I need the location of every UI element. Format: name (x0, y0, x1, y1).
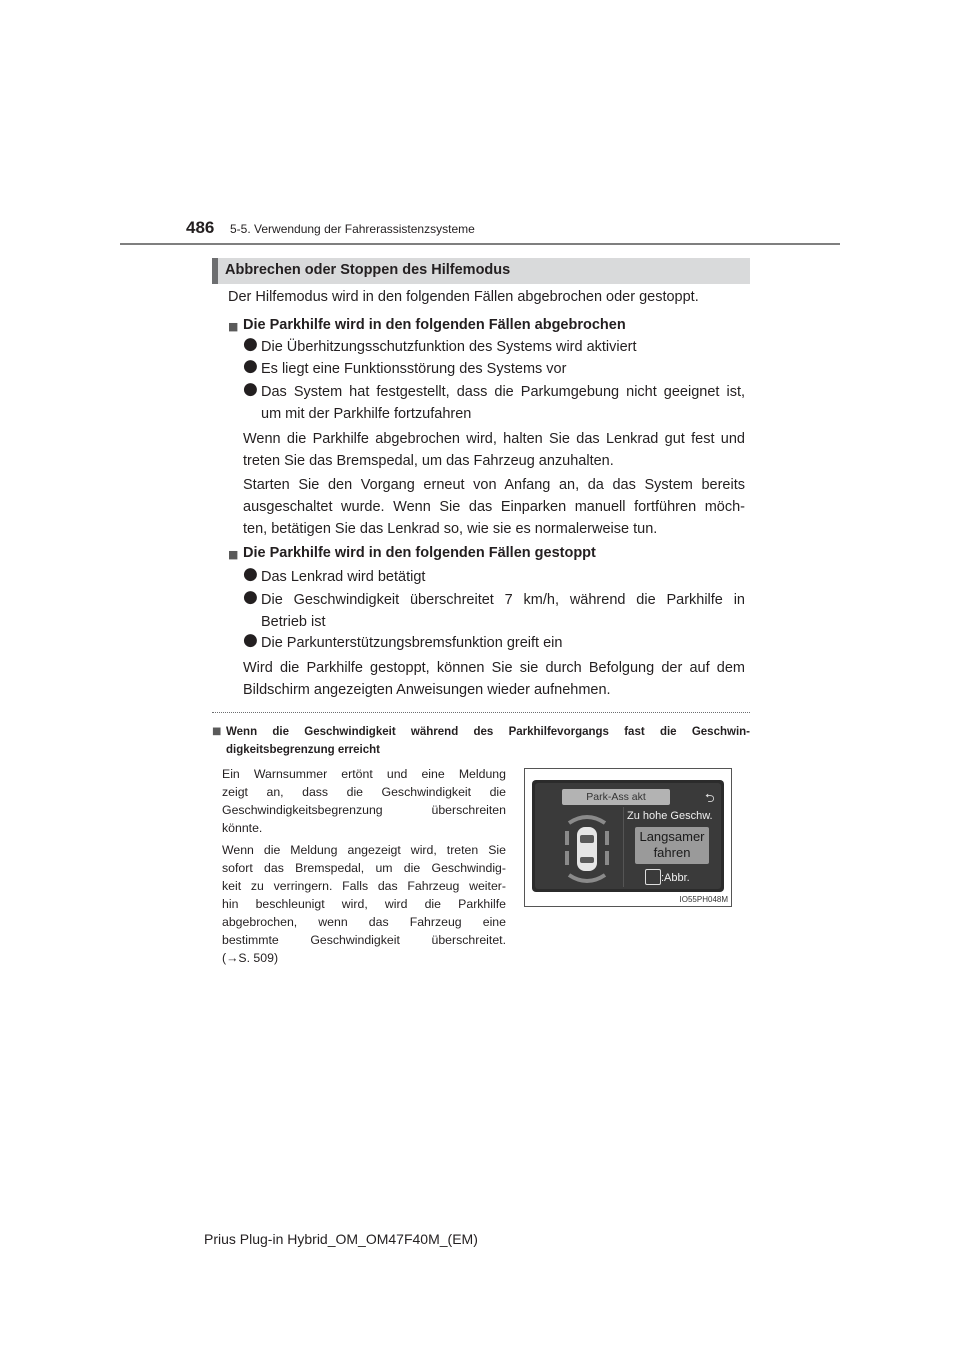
block1-paragraph2-line2: ausgeschaltet wurde. Wenn Sie das Einparken manuell fortführen möch- (243, 499, 745, 515)
chapter-title: 5-5. Verwendung der Fahrerassistenzsysteme (230, 222, 475, 236)
block2-item: Die Parkunterstützungsbremsfunktion greift ein (261, 635, 563, 651)
section-heading-title: Abbrechen oder Stoppen des Hilfemodus (225, 262, 511, 278)
note-paragraph2 (222, 841, 506, 967)
parking-switch-icon (645, 869, 661, 885)
block1-paragraph1: Wenn die Parkhilfe abgebrochen wird, halten Sie das Lenkrad gut fest und (243, 431, 745, 447)
note-line: hin beschleunigt wird, wird die Parkhilfe (222, 897, 506, 911)
block1-item: Das System hat festgestellt, dass die Parkumgebung nicht geeignet ist, (261, 384, 745, 400)
note-line: könnte. (222, 821, 263, 835)
block1-heading: Die Parkhilfe wird in den folgenden Fällen abgebrochen (243, 317, 626, 333)
square-bullet-icon: ■ (212, 726, 222, 737)
page-number: 486 (186, 218, 215, 237)
note-line: keit zu verringern. Falls das Fahrzeug weiter- (222, 879, 506, 893)
note-paragraph1 (222, 765, 506, 837)
screen-title: Park-Ass akt (562, 789, 670, 805)
block1-paragraph1-line2: treten Sie das Bremspedal, um das Fahrzeug anzuhalten. (243, 453, 614, 469)
display-screen (532, 780, 724, 892)
header-divider (120, 243, 840, 245)
note-heading-line2: digkeitsbegrenzung erreicht (226, 744, 381, 756)
round-bullet-icon: ● (243, 379, 258, 399)
round-bullet-icon: ● (243, 630, 258, 650)
back-arrow-icon: ⮌ (705, 791, 715, 805)
block2-heading: Die Parkhilfe wird in den folgenden Fällen gestoppt (243, 545, 596, 561)
display-figure (524, 768, 732, 907)
display-screen-inner (535, 783, 721, 889)
warning-text: Zu hohe Geschw. (627, 810, 713, 822)
round-bullet-icon: ● (243, 564, 258, 584)
slow-down-line1: Langsamer (639, 829, 705, 844)
square-bullet-icon: ■ (228, 320, 239, 333)
note-line: (→S. 509) (222, 951, 279, 965)
block1-item: Die Überhitzungsschutzfunktion des Systems wird aktiviert (261, 339, 637, 355)
slow-down-line2: fahren (653, 845, 691, 860)
block1-paragraph2-line3: ten, betätigen Sie das Lenkrad so, wie sie es normalerweise tun. (243, 521, 658, 537)
screen-divider (623, 807, 624, 887)
block2-paragraph-line2: Bildschirm angezeigten Anweisungen wieder aufnehmen. (243, 682, 611, 698)
note-line: zeigt an, dass die Geschwindigkeit die (222, 785, 506, 799)
block1-item: Es liegt eine Funktionsstörung des Systems vor (261, 361, 567, 377)
cancel-label: :Abbr. (661, 872, 690, 884)
block2-item-continued: Betrieb ist (261, 614, 326, 630)
note-line: Wenn die Meldung angezeigt wird, treten Sie (222, 843, 506, 857)
round-bullet-icon: ● (243, 334, 258, 354)
section-heading (212, 258, 750, 284)
note-heading: Wenn die Geschwindigkeit während des Parkhilfevorgangs fast die Geschwin- (226, 726, 750, 738)
square-bullet-icon: ■ (228, 548, 239, 561)
block2-item: Die Geschwindigkeit überschreitet 7 km/h, während die Parkhilfe in (261, 592, 745, 608)
note-line: Geschwindigkeitsbegrenzung überschreiten (222, 803, 506, 817)
figure-code: IO55PH048M (679, 895, 728, 904)
block2-item: Das Lenkrad wird betätigt (261, 569, 426, 585)
intro-text: Der Hilfemodus wird in den folgenden Fällen abgebrochen oder gestoppt. (228, 289, 699, 305)
section-heading-bar (212, 258, 218, 284)
round-bullet-icon: ● (243, 587, 258, 607)
note-divider (212, 712, 750, 713)
round-bullet-icon: ● (243, 356, 258, 376)
block1-paragraph2: Starten Sie den Vorgang erneut von Anfang an, da das System bereits (243, 477, 745, 493)
note-line: Ein Warnsummer ertönt und eine Meldung (222, 767, 506, 781)
car-sensor-icon (563, 813, 611, 885)
note-line: bestimmte Geschwindigkeit überschreitet. (222, 933, 506, 947)
note-line: sofort das Bremspedal, um die Geschwindig- (222, 861, 506, 875)
note-line: abgebrochen, wenn das Fahrzeug eine (222, 915, 506, 929)
footer-document-id: Prius Plug-in Hybrid_OM_OM47F40M_(EM) (204, 1231, 478, 1247)
slow-down-message (635, 827, 709, 864)
block1-item-continued: um mit der Parkhilfe fortzufahren (261, 406, 472, 422)
block2-paragraph: Wird die Parkhilfe gestoppt, können Sie sie durch Befolgung der auf dem (243, 660, 745, 676)
